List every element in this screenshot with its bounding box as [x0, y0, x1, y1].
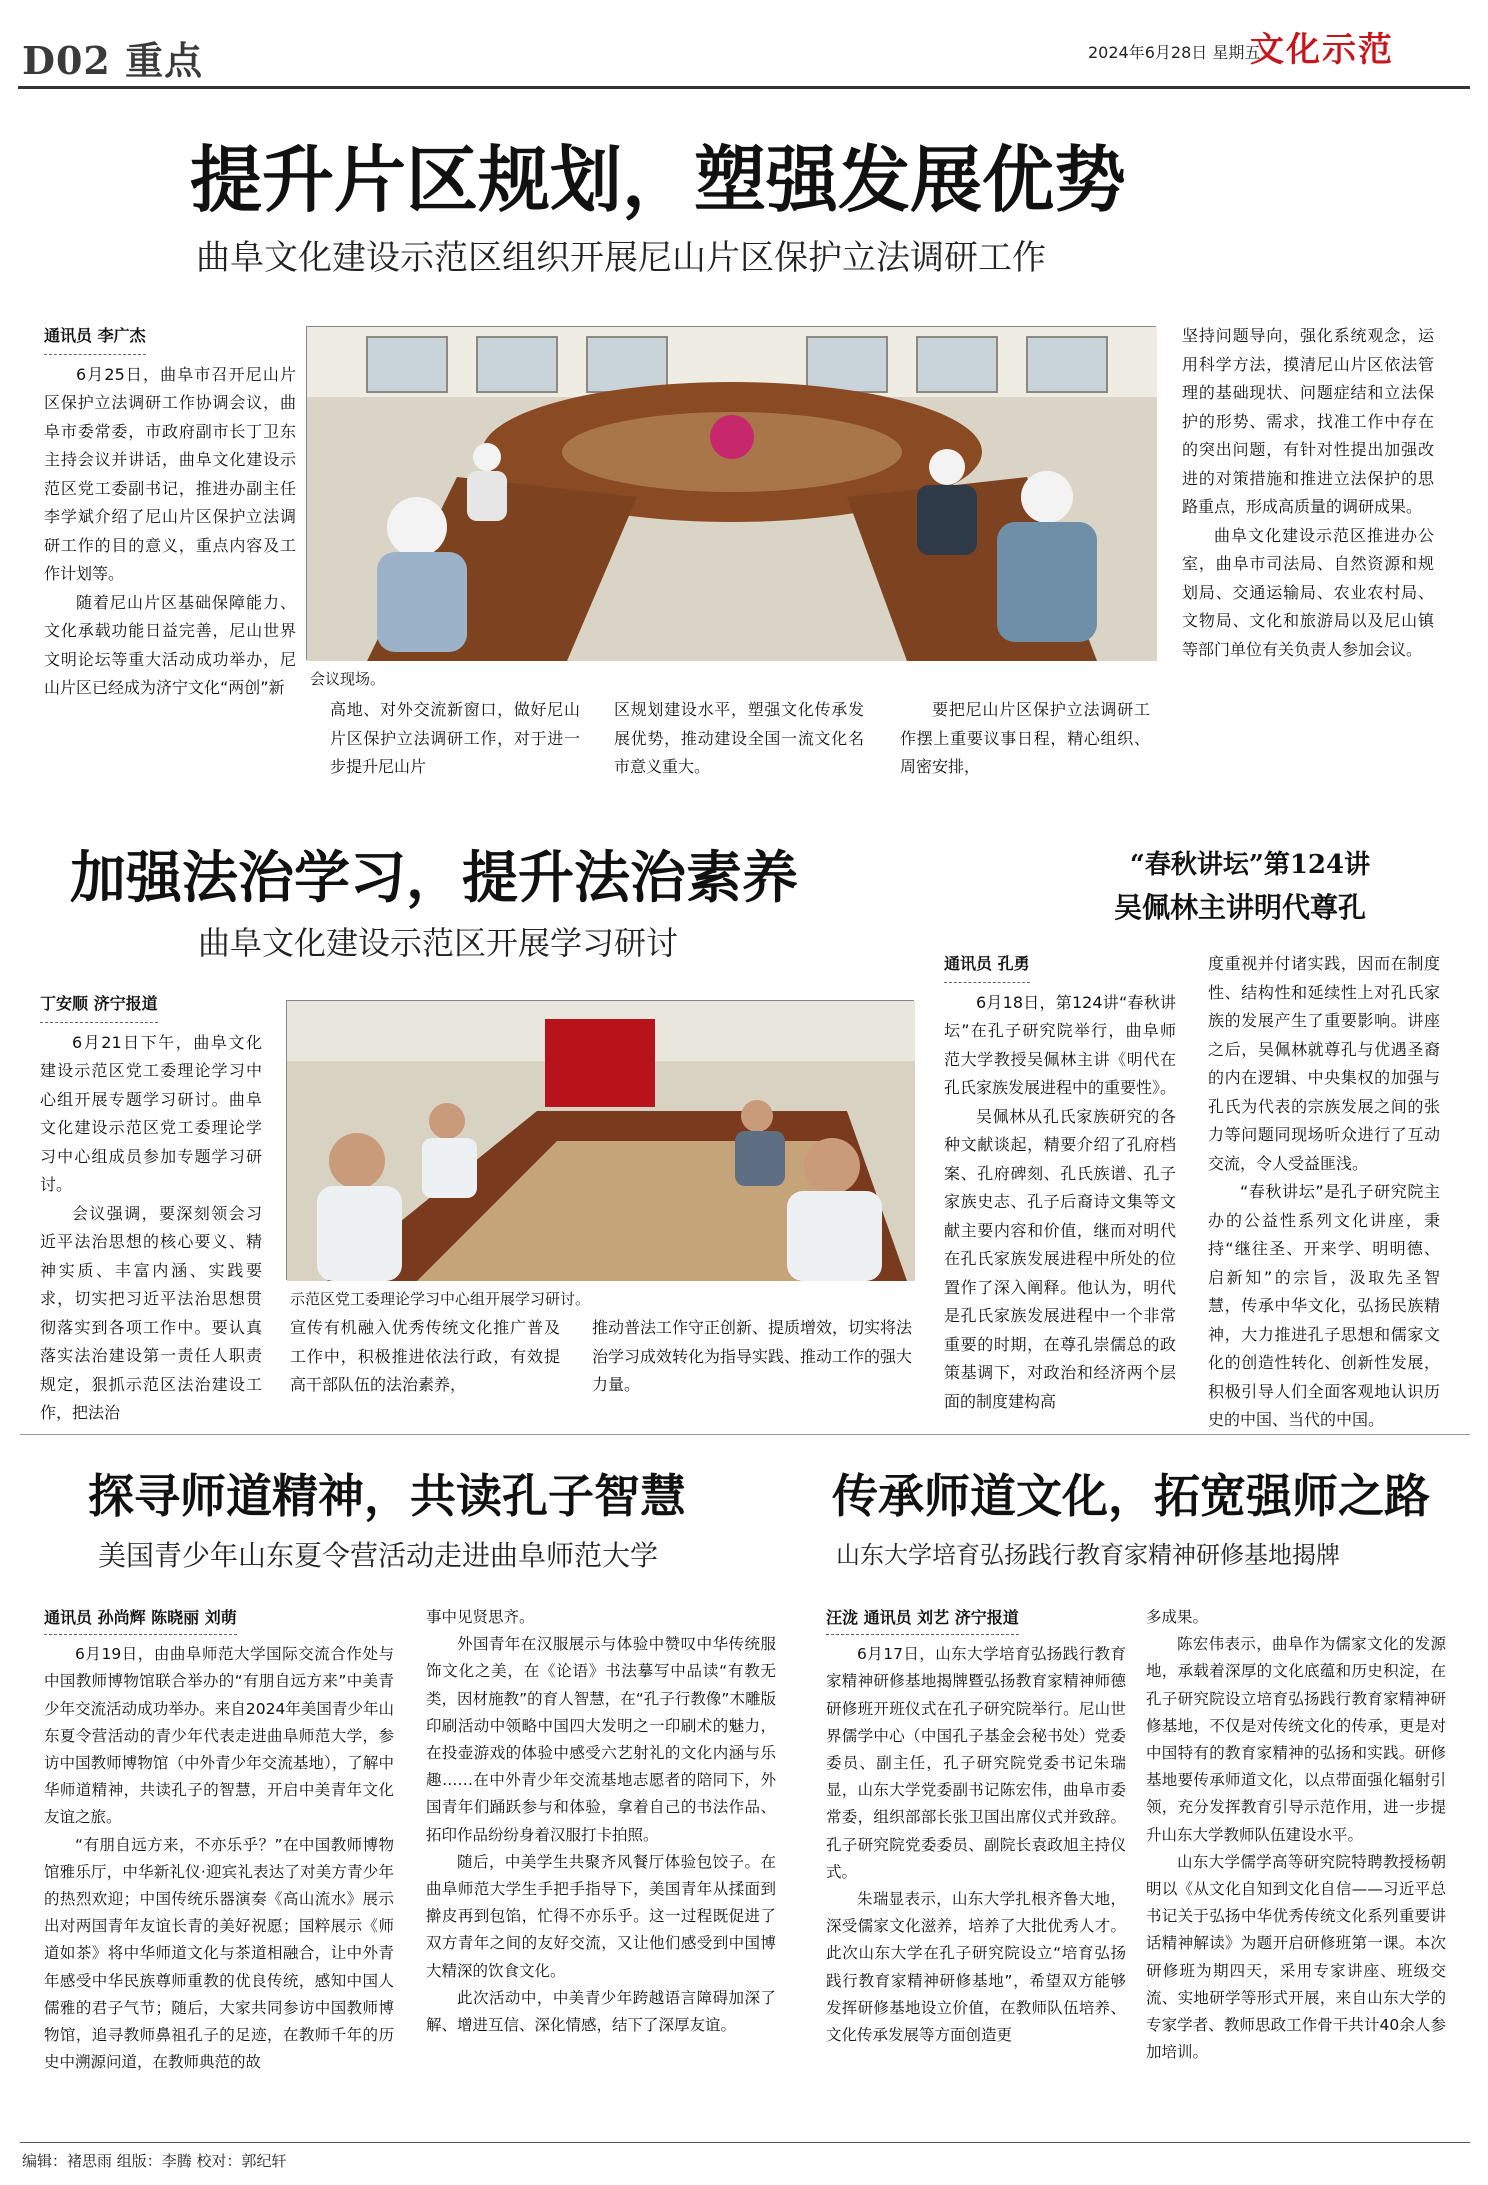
- paragraph: 朱瑞显表示，山东大学扎根齐鲁大地，深受儒家文化滋养，培养了大批优秀人才。此次山东大学在孔子研究院设立“培育弘扬践行教育家精神研修基地”，希望双方能够发挥研修基地设立价值，在教师队伍培养、文化传承发展等方面创造更: [826, 1890, 1126, 2045]
- paragraph: 会议强调，要深刻领会习近平法治思想的核心要义、精神实质、丰富内涵、实践要求，切实把习近平法治思想贯彻落实到各项工作中。要认真落实法治建设第一责任人职责规定，狠抓示范区法治建设工作，把法治: [40, 1203, 262, 1422]
- article1-byline: 通讯员 李广杰: [44, 322, 146, 355]
- article3-title-line1: “春秋讲坛”第124讲: [1129, 850, 1371, 880]
- article1-column-5: [1182, 322, 1434, 782]
- article3-title-line2: 吴佩林主讲明代尊孔: [1113, 891, 1366, 924]
- paragraph: 6月21日下午，曲阜文化建设示范区党工委理论学习中心组开展专题学习研讨。曲阜文化建设示范区党工委理论学习中心组成员参加专题学习研讨。: [40, 1032, 262, 1194]
- paragraph: 此次活动中，中美青少年跨越语言障碍加深了解、增进互信、深化情感，结下了深厚友谊。: [426, 1988, 776, 2035]
- paragraph: 山东大学儒学高等研究院特聘教授杨朝明以《从文化自知到文化自信——习近平总书记关于弘扬中华优秀传统文化系列重要讲话精神解读》为题开启研修班第一课。本次研修班为期四天，采用专家讲座、班级交流、实地研学等形式开展，来自山东大学的专家学者、教师思政工作骨干共计40余人参加培训。: [1146, 1852, 1446, 2062]
- article4-byline: 通讯员 孙尚辉 陈晓丽 刘萌: [44, 1604, 237, 1635]
- article4-column-2: [426, 1604, 776, 2140]
- article4-title: 探寻师道精神，共读孔子智慧: [88, 1469, 686, 1523]
- brand-logo: 文化示范: [1250, 30, 1394, 70]
- article1-subtitle: 曲阜文化建设示范区组织开展尼山片区保护立法调研工作: [196, 238, 1046, 278]
- paragraph: 外国青年在汉服展示与体验中赞叹中华传统服饰文化之美，在《论语》书法摹写中品读“有教无类，因材施教”的育人智慧，在“孔子行教像”木雕版印刷活动中领略中国四大发明之一印刷术的魅力，在投壶游戏的体验中感受六艺射礼的文化内涵与乐趣……在中外青少年交流基地志愿者的陪同下，外国青年们踊跃参与和体验，拿着自己的书法作品、拓印作品纷纷身着汉服打卡拍照。: [426, 1635, 776, 1844]
- article2-title: 加强法治学习，提升法治素养: [70, 845, 798, 911]
- article1-column-1: [44, 322, 296, 772]
- article2-column-2: [290, 1314, 560, 1410]
- paragraph: 陈宏伟表示，曲阜作为儒家文化的发源地，承载着深厚的文化底蕴和历史积淀，在孔子研究院设立培育弘扬践行教育家精神研修基地，不仅是对传统文化的传承，更是对中国特有的教育家精神的弘扬和实践。研修基地要传承师道文化，以点带面强化辐射引领，充分发挥教育引导示范作用，进一步提升山东大学教师队伍建设水平。: [1146, 1635, 1446, 1844]
- article3-column-2: [1208, 950, 1440, 1429]
- paragraph: “春秋讲坛”是孔子研究院主办的公益性系列文化讲座，秉持“继往圣、开来学、明明德、启新知”的宗旨，汲取先圣智慧，传承中华文化，弘扬民族精神，大力推进孔子思想和儒家文化的创造性转化、创新性发展，积极引导人们全面客观地认识历史的中国、当代的中国。: [1208, 1182, 1440, 1429]
- article2-photo-caption: 示范区党工委理论学习中心组开展学习研讨。: [290, 1290, 591, 1308]
- paragraph: 曲阜文化建设示范区推进办公室，曲阜市司法局、自然资源和规划局、交通运输局、农业农村局、文物局、文化和旅游局以及尼山镇等部门单位有关负责人参加会议。: [1182, 525, 1434, 659]
- article1-title: 提升片区规划，塑强发展优势: [190, 137, 1127, 222]
- article1-column-2: [330, 696, 580, 786]
- article3-column-1: [944, 950, 1176, 1410]
- paragraph: 宣传有机融入优秀传统文化推广普及工作中，积极推进依法行政，有效提高干部队伍的法治素养，: [290, 1318, 560, 1394]
- study-photo-illustration: [287, 1001, 915, 1281]
- paragraph: 事中见贤思齐。: [426, 1608, 535, 1626]
- header-rule: [18, 86, 1470, 89]
- article2-column-1: [40, 990, 262, 1422]
- article2-byline: 丁安顺 济宁报道: [40, 990, 158, 1023]
- article4-subtitle: 美国青少年山东夏令营活动走进曲阜师范大学: [98, 1539, 659, 1572]
- paragraph: 6月25日，曲阜市召开尼山片区保护立法调研工作协调会议，曲阜市委常委，市政府副市长丁卫东主持会议并讲话，曲阜文化建设示范区党工委副书记，推进办副主任李学斌介绍了尼山片区保护立法调研工作的目的意义，重点内容及工作计划等。: [44, 364, 296, 583]
- article5-subtitle: 山东大学培育弘扬践行教育家精神研修基地揭牌: [836, 1541, 1340, 1569]
- paragraph: 6月18日，第124讲“春秋讲坛”在孔子研究院举行，曲阜师范大学教授吴佩林主讲《明代在孔氏家族发展进程中的重要性》。: [944, 992, 1177, 1097]
- page-section-label: D02 重点: [22, 38, 204, 83]
- article1-column-3: [614, 696, 864, 786]
- meeting-photo-illustration: [307, 327, 1157, 661]
- article2-column-3: [592, 1314, 912, 1410]
- article2-study-photo: [286, 1000, 914, 1280]
- paragraph: 随着尼山片区基础保障能力、文化承载功能日益完善，尼山世界文明论坛等重大活动成功举办，尼山片区已经成为济宁文化“两创”新: [44, 592, 296, 697]
- section-divider: [20, 1434, 1470, 1435]
- paragraph: 6月17日，山东大学培育弘扬践行教育家精神研修基地揭牌暨弘扬教育家精神师德研修班开班仪式在孔子研究院举行。尼山世界儒学中心（中国孔子基金会秘书处）党委委员、副主任，孔子研究院党委书记朱瑞显，山东大学党委副书记陈宏伟，曲阜市委常委，组织部部长张卫国出席仪式并致辞。孔子研究院党委委员、副院长袁政旭主持仪式。: [826, 1645, 1126, 1881]
- issue-date: 2024年6月28日 星期五: [1088, 43, 1261, 62]
- paragraph: 坚持问题导向，强化系统观念，运用科学方法，摸清尼山片区依法管理的基础现状、问题症结和立法保护的形势、需求，找准工作中存在的突出问题，有针对性提出加强改进的对策措施和推进立法保护的思路重点，形成高质量的调研成果。: [1182, 326, 1434, 516]
- article1-column-4: [900, 696, 1150, 786]
- article2-subtitle: 曲阜文化建设示范区开展学习研讨: [198, 924, 679, 962]
- paragraph: 推动普法工作守正创新、提质增效，切实将法治学习成效转化为指导实践、推动工作的强大力量。: [592, 1318, 913, 1394]
- article5-byline: 汪泷 通讯员 刘艺 济宁报道: [826, 1604, 1019, 1635]
- paragraph: 随后，中美学生共聚齐风餐厅体验包饺子。在曲阜师范大学生手把手指导下，美国青年从揉面到擀皮再到包馅，忙得不亦乐乎。这一过程既促进了双方青年之间的友好交流，又让他们感受到中国博大精深的饮食文化。: [426, 1852, 776, 1980]
- footer-rule: [20, 2142, 1470, 2143]
- paragraph: “有朋自远方来，不亦乐乎？”在中国教师博物馆雅乐厅，中华新礼仪·迎宾礼表达了对美方青少年的热烈欢迎；中国传统乐器演奏《高山流水》展示出对两国青年友谊长青的美好祝愿；国粹展示《师道如茶》将中华师道文化与茶道相融合，让中外青年感受中华民族尊师重教的优良传统，感知中国人儒雅的君子气节；随后，大家共同参访中国教师博物馆，追寻教师鼻祖孔子的足迹，在教师千年的历史中溯源问道，在教师典范的故: [44, 1835, 394, 2072]
- paragraph: 度重视并付诸实践，因而在制度性、结构性和延续性上对孔氏家族的发展产生了重要影响。讲座之后，吴佩林就尊孔与优遇圣裔的内在逻辑、中央集权的加强与孔氏为代表的宗族发展之间的张力等问题同现场听众进行了互动交流，令人受益匪浅。: [1208, 954, 1440, 1173]
- paragraph: 要把尼山片区保护立法调研工作摆上重要议事日程，精心组织、周密安排，: [900, 700, 1150, 776]
- article3-byline: 通讯员 孔勇: [944, 950, 1030, 983]
- paragraph: 吴佩林从孔氏家族研究的各种文献谈起，精要介绍了孔府档案、孔府碑刻、孔氏族谱、孔子家族史志、孔子后裔诗文集等文献主要内容和价值，继而对明代在孔氏家族发展进程中所处的位置作了深入阐释。他认为，明代是孔氏家族发展进程中一个非常重要的时期，在尊孔崇儒总的政策基调下，对政治和经济两个层面的制度建构高: [944, 1106, 1176, 1411]
- paragraph: 区规划建设水平，塑强文化传承发展优势，推动建设全国一流文化名市意义重大。: [614, 700, 864, 776]
- paragraph: 6月19日，由曲阜师范大学国际交流合作处与中国教师博物馆联合举办的“有朋自远方来”中美青少年交流活动成功举办。来自2024年美国青少年山东夏令营活动的青少年代表走进曲阜师范大学，参访中国教师博物馆（中外青少年交流基地），了解中华师道精神，共读孔子的智慧，开启中美青年文化友谊之旅。: [44, 1645, 394, 1827]
- article4-column-1: [44, 1604, 394, 2140]
- article1-meeting-photo: [306, 326, 1156, 660]
- editorial-credits: 编辑：褚思雨 组版：李腾 校对：郭纪轩: [22, 2152, 287, 2170]
- paragraph: 多成果。: [1146, 1608, 1209, 1626]
- paragraph: 高地、对外交流新窗口，做好尼山片区保护立法调研工作，对于进一步提升尼山片: [330, 700, 580, 776]
- article1-photo-caption: 会议现场。: [310, 670, 386, 688]
- article5-column-2: [1146, 1604, 1446, 2140]
- article5-column-1: [826, 1604, 1126, 2140]
- article5-title: 传承师道文化，拓宽强师之路: [832, 1469, 1430, 1523]
